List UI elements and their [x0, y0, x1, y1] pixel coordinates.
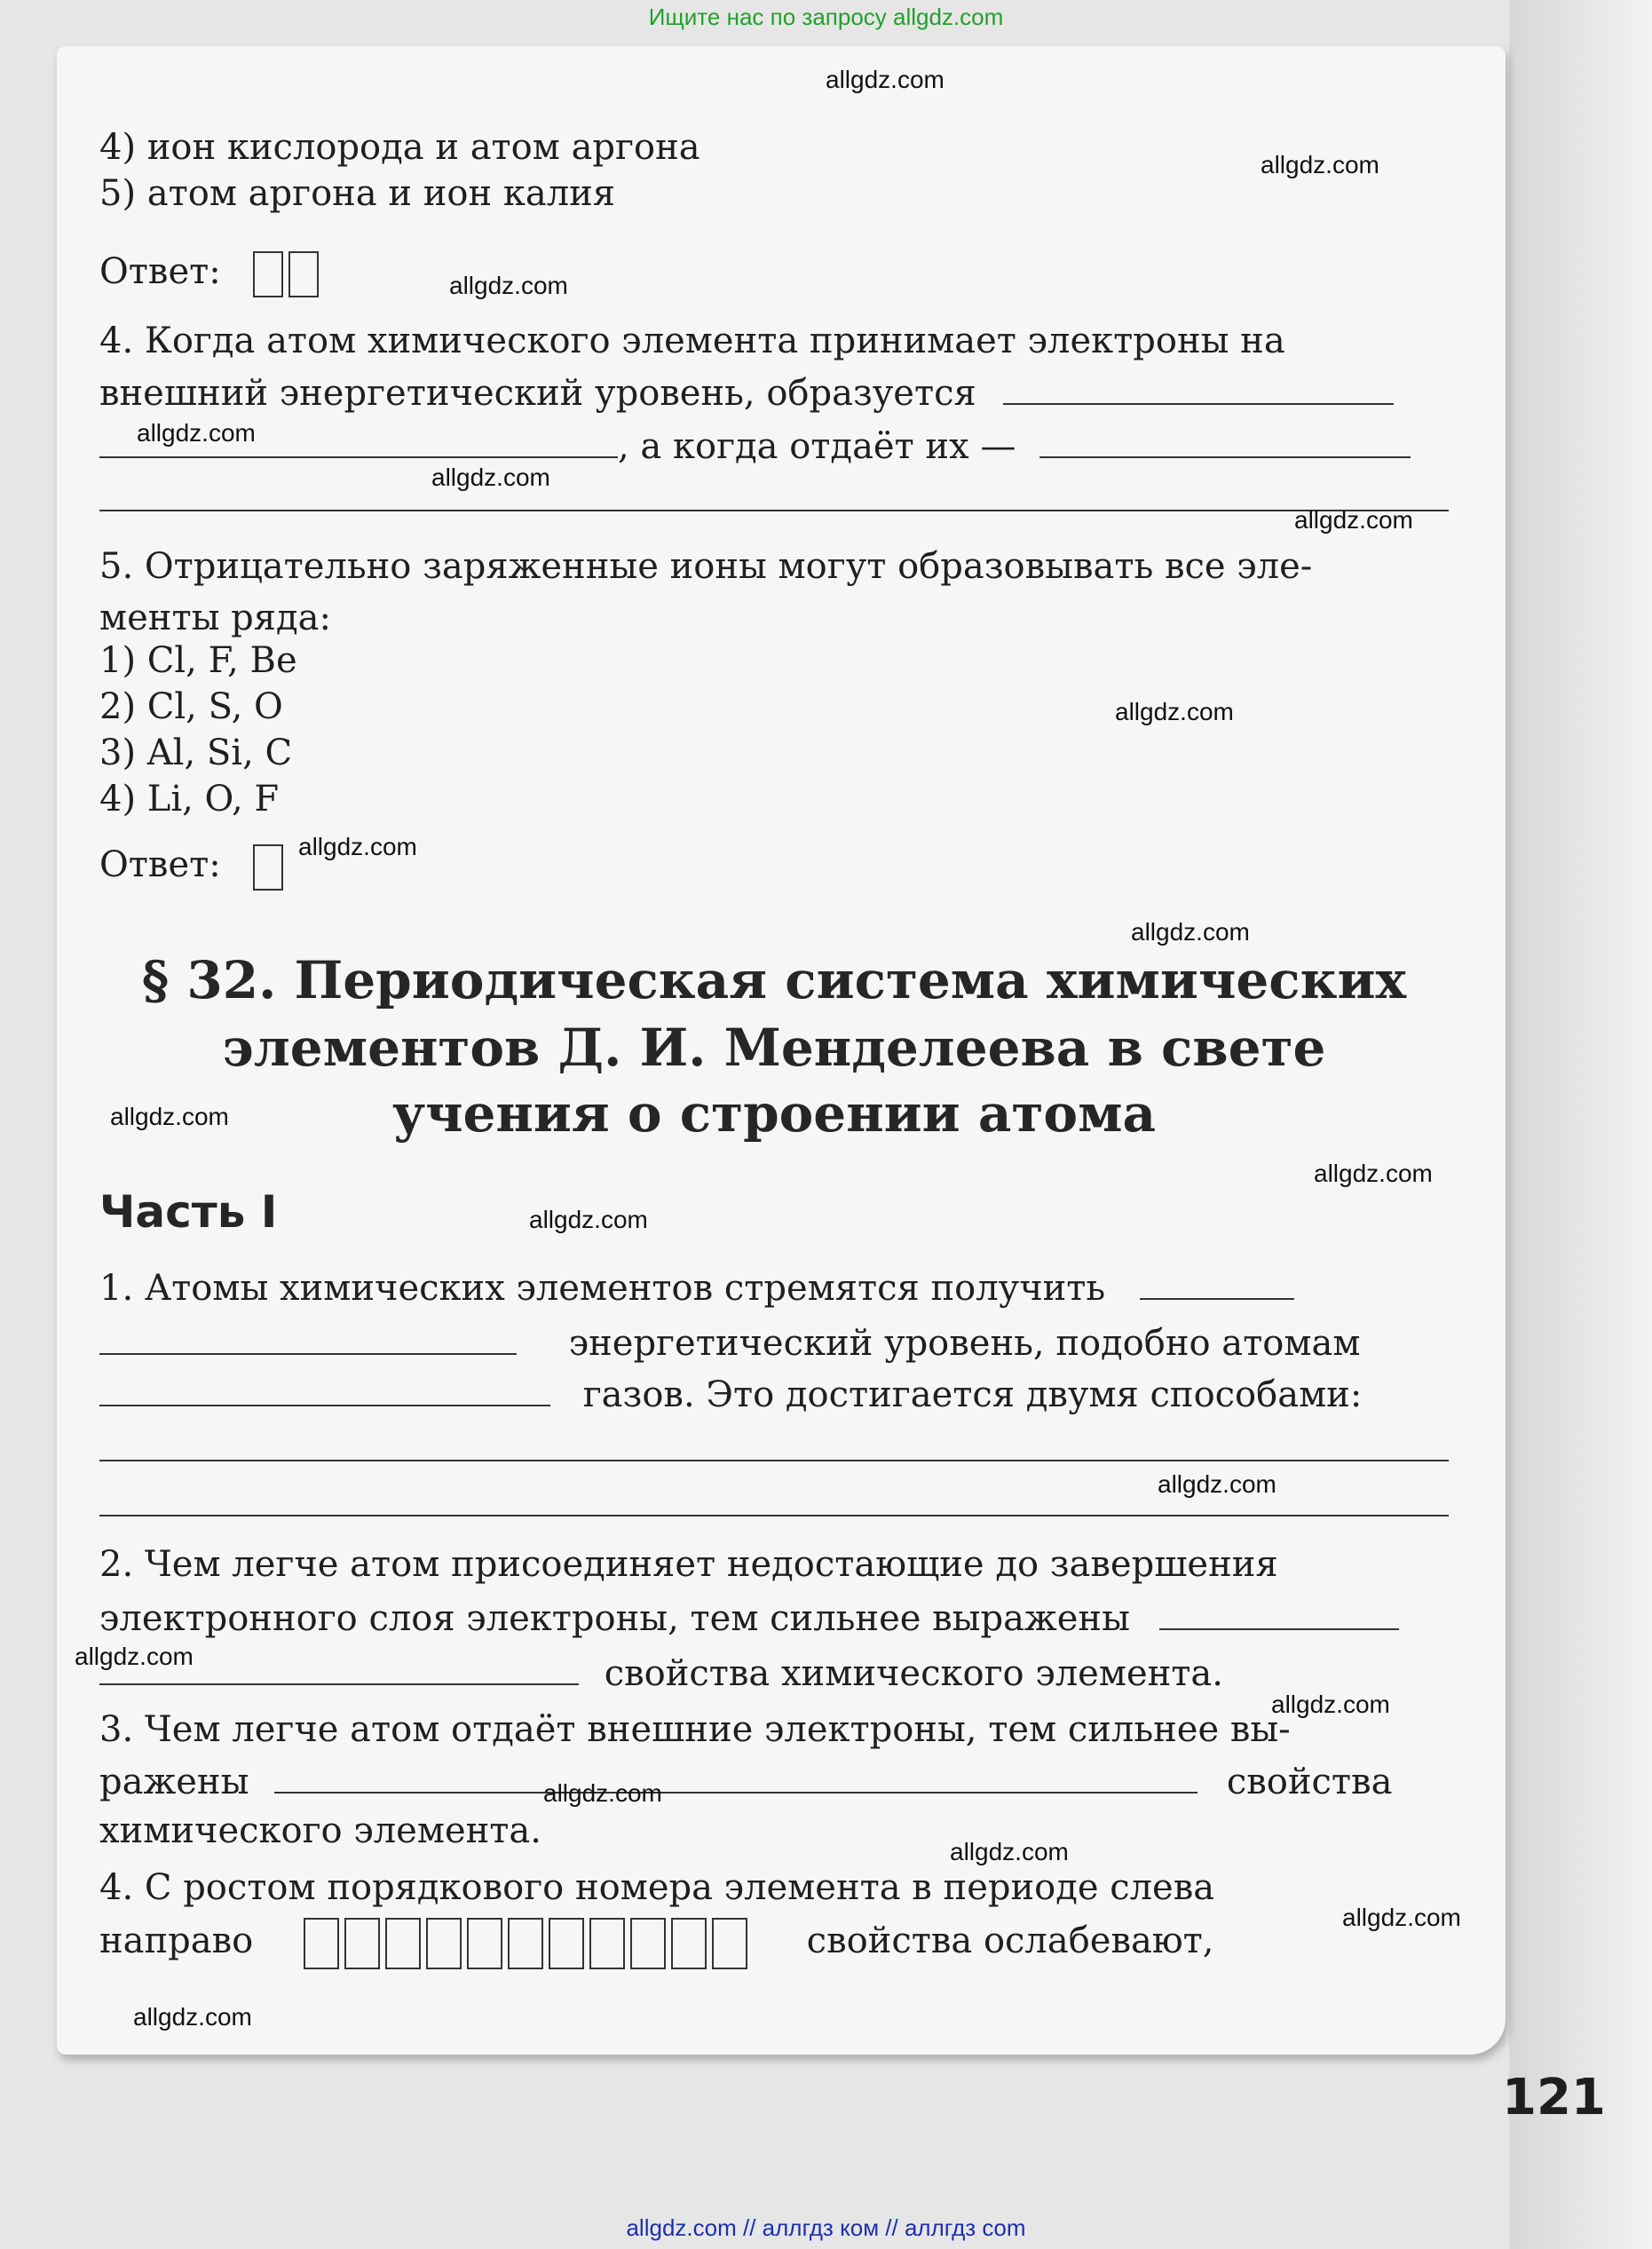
- task4-line1: 4. Когда атом химического элемента принимает электроны на: [99, 321, 1285, 361]
- answer-label: Ответ:: [99, 251, 221, 292]
- q1-line1: 1. Атомы химических элементов стремятся получить: [99, 1264, 1449, 1311]
- part-label: Часть I: [99, 1186, 278, 1238]
- letter-box[interactable]: [549, 1918, 584, 1969]
- prev-option-5: 5) атом аргона и ион калия: [99, 173, 616, 214]
- letter-boxes: [304, 1920, 764, 1961]
- section-title-line2: элементов Д. И. Менделеева в свете: [222, 1018, 1326, 1078]
- q2-line1: 2. Чем легче атом присоединяет недостающие до завершения: [99, 1544, 1278, 1585]
- task5-option-3: 3) Al, Si, C: [99, 733, 293, 773]
- q3-line3: химического элемента.: [99, 1810, 541, 1851]
- task4-line2: внешний энергетический уровень, образуется: [99, 369, 1449, 416]
- watermark: allgdz.com: [431, 463, 550, 491]
- fill-blank[interactable]: [1039, 423, 1411, 458]
- top-banner[interactable]: Ищите нас по запросу allgdz.com: [648, 4, 1004, 30]
- fill-blank[interactable]: [1003, 369, 1394, 405]
- letter-box[interactable]: [630, 1918, 666, 1969]
- watermark: allgdz.com: [1131, 918, 1250, 946]
- prev-answer-row: [99, 249, 1449, 297]
- section-title-line1: § 32. Периодическая система химических: [141, 950, 1407, 1010]
- watermark: allgdz.com: [298, 833, 417, 860]
- scan-right-edge: [1509, 0, 1652, 2249]
- watermark: allgdz.com: [1294, 506, 1413, 534]
- letter-box[interactable]: [344, 1918, 380, 1969]
- fill-blank[interactable]: [99, 1319, 517, 1355]
- task5-question-l2: менты ряда:: [99, 598, 331, 638]
- fill-line[interactable]: [99, 1515, 1449, 1516]
- fill-line[interactable]: [99, 510, 1449, 511]
- watermark: allgdz.com: [826, 66, 945, 93]
- watermark: allgdz.com: [133, 2003, 252, 2031]
- watermark: allgdz.com: [1342, 1904, 1461, 1931]
- q1-line2: энергетический уровень, подобно атомам: [99, 1319, 1449, 1366]
- answer-box[interactable]: [289, 251, 319, 297]
- q4-line1: 4. С ростом порядкового номера элемента в периоде слева: [99, 1867, 1215, 1908]
- task5-option-2: 2) Cl, S, O: [99, 686, 283, 727]
- watermark: allgdz.com: [1261, 151, 1379, 178]
- task4-line3: , а когда отдаёт их —: [99, 423, 1449, 470]
- letter-box[interactable]: [589, 1918, 625, 1969]
- q3-line2: ражены свойства: [99, 1758, 1449, 1805]
- q2-line3: свойства химического элемента.: [99, 1650, 1449, 1697]
- task5-option-1: 1) Cl, F, Be: [99, 640, 297, 681]
- watermark: allgdz.com: [950, 1838, 1069, 1865]
- fill-blank[interactable]: [1159, 1595, 1399, 1630]
- task5-answer-row: Ответ:: [99, 842, 1449, 891]
- watermark: allgdz.com: [75, 1643, 194, 1670]
- answer-box[interactable]: [253, 251, 283, 297]
- letter-box[interactable]: [712, 1918, 747, 1969]
- watermark: allgdz.com: [137, 419, 256, 447]
- q4-line2: направо свойства ослабевают,: [99, 1918, 1449, 1969]
- answer-box[interactable]: [253, 844, 283, 891]
- watermark: allgdz.com: [1314, 1160, 1433, 1187]
- watermark: allgdz.com: [543, 1779, 662, 1807]
- q3-line1: 3. Чем легче атом отдаёт внешние электроны, тем сильнее вы-: [99, 1709, 1291, 1750]
- bottom-banner[interactable]: allgdz.com // аллгдз ком // аллгдз com: [626, 2214, 1026, 2241]
- watermark: allgdz.com: [449, 272, 568, 299]
- watermark: allgdz.com: [1115, 698, 1234, 725]
- fill-blank[interactable]: [274, 1758, 1198, 1794]
- letter-box[interactable]: [508, 1918, 543, 1969]
- fill-blank[interactable]: [1140, 1264, 1294, 1300]
- letter-box[interactable]: [671, 1918, 707, 1969]
- watermark: allgdz.com: [110, 1103, 229, 1130]
- letter-box[interactable]: [426, 1918, 462, 1969]
- watermark: allgdz.com: [1158, 1470, 1277, 1498]
- watermark: allgdz.com: [1271, 1691, 1390, 1718]
- fill-blank[interactable]: [99, 1371, 550, 1406]
- prev-option-4: 4) ион кислорода и атом аргона: [99, 127, 700, 168]
- q1-line3: газов. Это достигается двумя способами:: [99, 1371, 1449, 1418]
- task5-option-4: 4) Li, O, F: [99, 779, 280, 820]
- section-title-line3: учения о строении атома: [391, 1083, 1157, 1144]
- letter-box[interactable]: [385, 1918, 421, 1969]
- watermark: allgdz.com: [529, 1206, 648, 1233]
- letter-box[interactable]: [467, 1918, 502, 1969]
- task5-question-l1: 5. Отрицательно заряженные ионы могут образовывать все эле-: [99, 546, 1313, 587]
- page-number: 121: [1502, 2069, 1606, 2126]
- q2-line2: электронного слоя электроны, тем сильнее выражены: [99, 1595, 1449, 1642]
- fill-line[interactable]: [99, 1460, 1449, 1461]
- letter-box[interactable]: [304, 1918, 339, 1969]
